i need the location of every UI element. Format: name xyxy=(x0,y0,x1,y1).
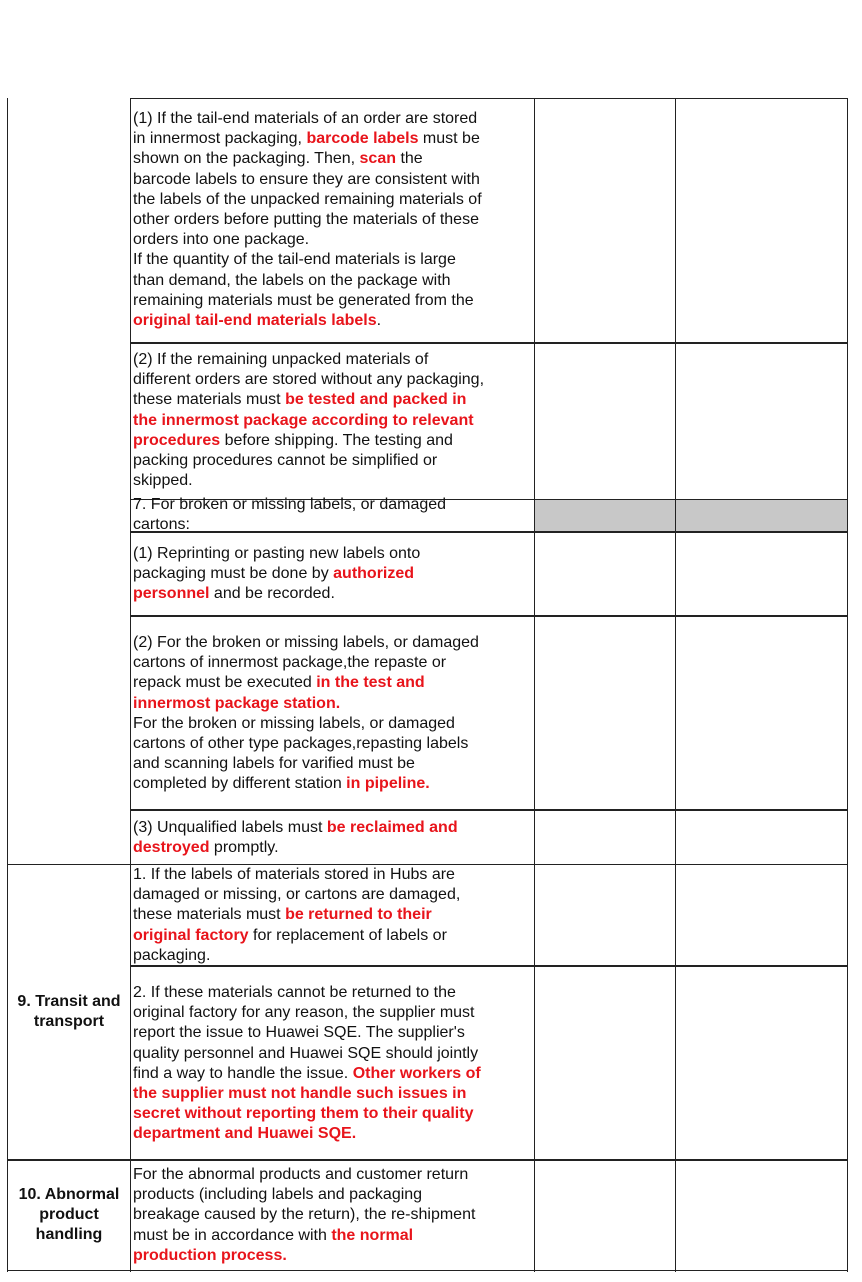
body-text: before shipping. The testing and packing procedures cannot be simplified or skipped. xyxy=(133,431,453,490)
grid-line xyxy=(534,98,535,1272)
section-label-abnormal: 10. Abnormal product handling xyxy=(18,1186,120,1244)
body-text: (2) For the broken or missing labels, or damaged cartons of innermost package,the repaste or repack must be executed xyxy=(133,634,479,692)
body-text: (1) Reprinting or pasting new labels onto packaging must be done by xyxy=(133,545,421,583)
grid-line xyxy=(130,342,848,344)
highlighted-text: be reclaimed and destroyed xyxy=(133,819,458,857)
body-text: 1. If the labels of materials stored in Hubs are damaged or missing, or cartons are damaged, these materials must xyxy=(133,866,461,924)
body-text: and be recorded. xyxy=(209,585,335,603)
requirement-cell xyxy=(133,983,533,1145)
highlighted-text: authorized personnel xyxy=(133,565,415,603)
requirement-cell xyxy=(133,633,533,795)
grid-line xyxy=(847,98,848,1272)
body-text: . xyxy=(376,312,382,330)
shaded-cell xyxy=(676,500,847,531)
body-text: for replacement of labels or packaging. xyxy=(133,926,447,964)
requirement-cell xyxy=(133,544,533,605)
grid-line xyxy=(7,1270,848,1271)
requirement-cell xyxy=(133,109,533,331)
grid-line xyxy=(130,98,848,99)
body-text: must be shown on the packaging. Then, xyxy=(133,130,480,168)
subsection-heading xyxy=(133,495,533,535)
highlighted-text: barcode labels xyxy=(306,130,419,148)
highlighted-text: the normal production process. xyxy=(133,1226,414,1264)
requirement-cell xyxy=(133,865,533,966)
body-text: (3) Unqualified labels must xyxy=(133,819,327,836)
body-text: (1) If the tail-end materials of an order are stored in innermost packaging, xyxy=(133,110,478,148)
highlighted-text: be tested and packed in the innermost package according to relevant procedures xyxy=(133,391,474,449)
body-text: the barcode labels to ensure they are consistent with the labels of the unpacked remaining materials of other orders before putting the materials of these orders into one package. If the quantity of the tail-end materials is large than demand, the labels on the package with remaining materials must be generated from the xyxy=(133,150,482,309)
highlighted-text: be returned to their original factory xyxy=(133,906,432,944)
grid-line xyxy=(130,615,848,617)
highlighted-text: in pipeline. xyxy=(346,775,430,793)
grid-line xyxy=(675,98,676,1272)
requirement-cell xyxy=(133,1165,533,1266)
body-text: For the abnormal products and customer return products (including labels and packaging breakage caused by the return), the re-shipment must be in accordance with xyxy=(133,1166,476,1244)
requirement-cell xyxy=(133,350,533,491)
grid-line xyxy=(7,98,8,1272)
shaded-cell xyxy=(535,500,675,531)
highlighted-text: Other workers of the supplier must not handle such issues in secret without reporting them to their quality department and Huawei SQE. xyxy=(133,1064,481,1143)
section-label-transit: 9. Transit and transport xyxy=(17,993,121,1031)
grid-line xyxy=(130,98,131,1272)
body-text: promptly. xyxy=(209,839,279,857)
requirement-cell xyxy=(133,818,533,858)
grid-line xyxy=(7,1159,848,1161)
grid-line xyxy=(130,809,848,811)
body-text: 2. If these materials cannot be returned to the original factory for any reason, the supplier must report the issue to Huawei SQE. The supplier's quality personnel and Huawei SQE should jointly find a way to handle the issue. xyxy=(133,984,479,1082)
highlighted-text: scan xyxy=(359,150,396,168)
body-text: (2) If the remaining unpacked materials of different orders are stored without any packaging, these materials must xyxy=(133,351,485,409)
highlighted-text: in the test and innermost package station. xyxy=(133,674,425,712)
body-text: For the broken or missing labels, or damaged cartons of other type packages,repasting labels and scanning labels for varified must be completed by different station xyxy=(133,714,469,793)
highlighted-text: original tail-end materials labels xyxy=(133,312,377,330)
body-text: 7. For broken or missing labels, or damaged cartons: xyxy=(133,496,447,534)
